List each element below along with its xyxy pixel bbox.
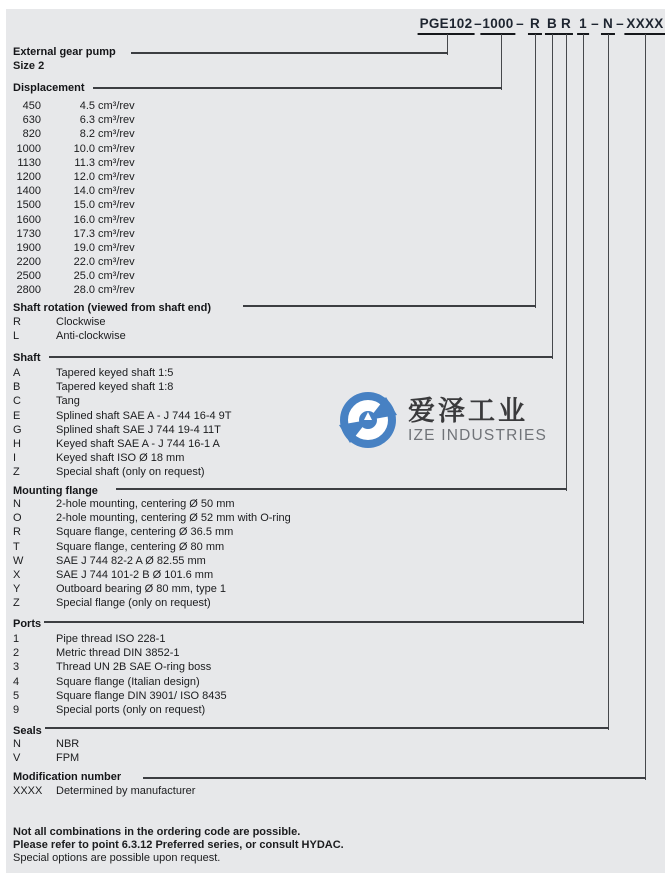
- page-margin-left: [0, 0, 6, 873]
- code-segment: XXXX: [624, 16, 665, 35]
- option-row: [13, 437, 232, 451]
- connector-vline-ports: [583, 34, 585, 624]
- ize-logo-icon: [338, 390, 398, 450]
- option-list: [13, 632, 227, 717]
- option-value: 11.3: [74, 156, 95, 169]
- option-code: N: [13, 738, 21, 750]
- option-list: [13, 497, 291, 611]
- option-row: [13, 525, 291, 539]
- option-desc: Determined by manufacturer: [56, 785, 196, 797]
- option-row: [13, 554, 291, 568]
- option-desc: Tapered keyed shaft 1:5: [56, 367, 174, 379]
- option-unit: cm³/rev: [98, 256, 135, 269]
- option-code: 2800: [16, 284, 41, 297]
- footer-notes: [13, 826, 344, 866]
- option-code: 1730: [16, 227, 41, 240]
- option-list: [13, 315, 211, 343]
- option-value: 25.0: [73, 270, 95, 283]
- section-seals: [13, 725, 79, 765]
- code-segment: 1000: [480, 16, 515, 35]
- connector-vline-flange: [566, 34, 568, 491]
- option-code: R: [13, 526, 21, 539]
- option-row: [13, 315, 211, 329]
- code-separator: –: [616, 16, 624, 31]
- option-row: [13, 198, 135, 212]
- option-row: [13, 156, 135, 170]
- option-desc: Special flange (only on request): [56, 597, 211, 610]
- option-value: 8.2: [79, 128, 95, 141]
- option-code: 4: [13, 675, 20, 688]
- option-code: B: [13, 381, 21, 394]
- option-unit: cm³/rev: [98, 142, 135, 155]
- option-code: 1200: [16, 170, 41, 183]
- option-unit: cm³/rev: [98, 199, 135, 212]
- option-code: 820: [22, 128, 41, 141]
- option-row: [13, 703, 227, 717]
- option-row: [13, 646, 227, 660]
- logo-english-name: IZE INDUSTRIES: [408, 427, 548, 444]
- section-ports: [13, 618, 227, 717]
- option-desc: SAE J 744 82-2 A Ø 82.55 mm: [56, 554, 206, 567]
- option-row: [13, 227, 135, 241]
- option-desc: Metric thread DIN 3852-1: [56, 647, 180, 660]
- option-row: [13, 737, 79, 751]
- page-margin-top: [0, 0, 665, 9]
- option-desc: Anti-clockwise: [56, 330, 126, 343]
- option-row: [13, 184, 135, 198]
- option-code: W: [13, 554, 24, 567]
- option-code: 2500: [16, 270, 41, 283]
- option-code: Y: [13, 583, 21, 596]
- option-unit: cm³/rev: [98, 284, 135, 297]
- option-code: O: [13, 512, 22, 525]
- connector-vline-seals: [608, 34, 610, 730]
- option-code: I: [13, 452, 17, 465]
- option-desc: SAE J 744 101-2 B Ø 101.6 mm: [56, 568, 214, 581]
- connector-hline-modification: [143, 777, 646, 779]
- option-unit: cm³/rev: [98, 100, 135, 112]
- option-value: 17.3: [73, 227, 95, 240]
- connector-hline-rotation: [243, 305, 536, 307]
- option-value: 10.0: [73, 142, 95, 155]
- option-row: [13, 213, 135, 227]
- option-unit: cm³/rev: [98, 114, 135, 127]
- section-title: Displacement: [13, 82, 85, 94]
- option-code: 1400: [16, 185, 41, 198]
- option-unit: cm³/rev: [98, 241, 135, 254]
- option-code: 9: [13, 703, 20, 716]
- option-desc: 2-hole mounting, centering Ø 52 mm with O-ring: [56, 512, 291, 525]
- option-code: 1500: [16, 199, 41, 212]
- note-line: Special options are possible upon request.: [13, 852, 221, 865]
- option-desc: Square flange, centering Ø 80 mm: [56, 540, 225, 553]
- option-row: [13, 784, 195, 798]
- option-code: 3: [13, 661, 20, 674]
- section-mounting-flange: [13, 485, 291, 611]
- option-desc: Outboard bearing Ø 80 mm, type 1: [56, 583, 226, 596]
- option-value: 15.0: [73, 199, 95, 212]
- option-value: 16.0: [73, 213, 95, 226]
- option-list: [13, 366, 232, 480]
- option-row: [13, 465, 232, 479]
- option-row: [13, 582, 291, 596]
- section-title: Shaft: [13, 352, 41, 364]
- option-desc: Square flange DIN 3901/ ISO 8435: [56, 689, 227, 702]
- section-shaft-rotation: [13, 302, 211, 343]
- option-code: L: [13, 330, 20, 343]
- note-line: Please refer to point 6.3.12 Preferred series, or consult HYDAC.: [13, 839, 344, 852]
- ize-logo-text: [408, 396, 547, 444]
- option-code: 450: [22, 100, 41, 112]
- option-code: XXXX: [13, 785, 43, 797]
- code-separator: –: [591, 16, 599, 31]
- option-row: [13, 675, 227, 689]
- option-value: 19.0: [73, 241, 95, 254]
- option-code: T: [13, 540, 20, 553]
- option-code: 5: [13, 689, 20, 702]
- section-title: Ports: [13, 618, 42, 630]
- option-row: [13, 568, 291, 582]
- option-row: [13, 241, 135, 255]
- logo-chinese-name: 爱泽工业: [408, 396, 528, 426]
- option-code: N: [13, 498, 21, 510]
- option-code: E: [13, 409, 21, 422]
- option-code: 1130: [17, 156, 41, 169]
- section-modification-number: [13, 771, 195, 798]
- connector-hline-displacement: [93, 87, 502, 89]
- option-desc: Special ports (only on request): [56, 703, 206, 716]
- option-unit: cm³/rev: [98, 185, 135, 198]
- option-row: [13, 497, 291, 511]
- code-separator: –: [516, 16, 524, 31]
- option-code: V: [13, 752, 21, 765]
- option-list: [13, 99, 135, 298]
- section-shaft: [13, 352, 232, 480]
- option-desc: Keyed shaft ISO Ø 18 mm: [56, 452, 185, 465]
- option-row: [13, 269, 135, 283]
- option-desc: NBR: [56, 738, 80, 750]
- option-code: C: [13, 395, 21, 408]
- option-code: 2200: [16, 256, 41, 269]
- option-code: 2: [13, 647, 20, 660]
- code-segment: PGE102: [418, 16, 475, 35]
- section-external-gear-pump: [13, 46, 116, 72]
- option-unit: cm³/rev: [98, 170, 135, 183]
- section-title: Modification number: [13, 771, 122, 783]
- connector-vline-modification: [645, 34, 647, 780]
- option-row: [13, 366, 232, 380]
- option-unit: cm³/rev: [98, 213, 135, 226]
- option-row: [13, 540, 291, 554]
- option-code: 1900: [16, 241, 41, 254]
- ize-watermark-logo: [338, 390, 547, 450]
- option-row: [13, 409, 232, 423]
- option-code: R: [13, 316, 21, 328]
- option-row: [13, 423, 232, 437]
- option-row: [13, 511, 291, 525]
- option-code: G: [13, 423, 22, 436]
- option-row: [13, 380, 232, 394]
- option-desc: Square flange (Italian design): [56, 675, 200, 688]
- code-segment: R: [528, 16, 542, 35]
- connector-vline-displacement: [501, 34, 503, 90]
- section-title: Shaft rotation (viewed from shaft end): [13, 302, 212, 314]
- option-row: [13, 170, 135, 184]
- option-desc: Pipe thread ISO 228-1: [56, 633, 166, 645]
- option-desc: Square flange, centering Ø 36.5 mm: [56, 526, 234, 539]
- section-displacement: [13, 82, 135, 298]
- option-code: A: [13, 367, 21, 379]
- option-code: 1600: [16, 213, 41, 226]
- option-row: [13, 113, 135, 127]
- option-list: [13, 737, 79, 765]
- option-desc: Clockwise: [56, 316, 106, 328]
- connector-vline-rotation: [535, 34, 537, 308]
- option-desc: Keyed shaft SAE A - J 744 16-1 A: [56, 437, 220, 450]
- option-desc: Tang: [56, 395, 80, 408]
- option-row: [13, 451, 232, 465]
- option-code: 630: [22, 114, 41, 127]
- option-row: [13, 394, 232, 408]
- option-desc: Thread UN 2B SAE O-ring boss: [56, 661, 212, 674]
- option-desc: Splined shaft SAE J 744 19-4 11T: [56, 423, 221, 436]
- option-row: [13, 751, 79, 765]
- option-code: 1: [13, 633, 20, 645]
- option-row: [13, 99, 135, 113]
- option-row: [13, 596, 291, 610]
- option-row: [13, 689, 227, 703]
- option-desc: Tapered keyed shaft 1:8: [56, 381, 174, 394]
- code-segment: R: [559, 16, 573, 35]
- option-desc: 2-hole mounting, centering Ø 50 mm: [56, 498, 235, 510]
- option-desc: Special shaft (only on request): [56, 466, 205, 479]
- option-value: 12.0: [73, 170, 95, 183]
- section-title: Mounting flange: [13, 485, 98, 497]
- option-value: 22.0: [73, 256, 95, 269]
- option-row: [13, 127, 135, 141]
- option-value: 14.0: [73, 185, 95, 198]
- option-unit: cm³/rev: [98, 227, 135, 240]
- option-code: Z: [13, 466, 20, 479]
- option-code: H: [13, 437, 21, 450]
- option-unit: cm³/rev: [98, 128, 135, 141]
- code-separator: –: [474, 16, 482, 31]
- section-title: Seals: [13, 725, 42, 737]
- option-desc: Splined shaft SAE A - J 744 16-4 9T: [56, 409, 232, 422]
- option-row: [13, 329, 211, 343]
- section-title: External gear pump: [13, 46, 116, 58]
- option-code: X: [13, 568, 21, 581]
- option-unit: cm³/rev: [98, 156, 135, 169]
- note-line: Not all combinations in the ordering code are possible.: [13, 826, 301, 838]
- connector-hline-seals: [45, 727, 609, 729]
- option-row: [13, 142, 135, 156]
- option-value: 6.3: [79, 114, 95, 127]
- section-subtitle: Size 2: [13, 60, 45, 72]
- option-row: [13, 632, 227, 646]
- option-unit: cm³/rev: [98, 270, 135, 283]
- code-segment: N: [601, 16, 615, 35]
- option-value: 28.0: [73, 284, 95, 297]
- option-row: [13, 255, 135, 269]
- option-row: [13, 660, 227, 674]
- option-value: 4.5: [79, 100, 95, 112]
- connector-vline-shaft: [552, 34, 554, 359]
- option-list: [13, 784, 195, 798]
- option-row: [13, 283, 135, 297]
- connector-hline-pump: [131, 52, 448, 54]
- option-code: 1000: [16, 142, 41, 155]
- option-code: Z: [13, 597, 20, 610]
- code-segment: B: [545, 16, 559, 35]
- option-desc: FPM: [56, 752, 80, 765]
- code-segment: 1: [577, 16, 589, 35]
